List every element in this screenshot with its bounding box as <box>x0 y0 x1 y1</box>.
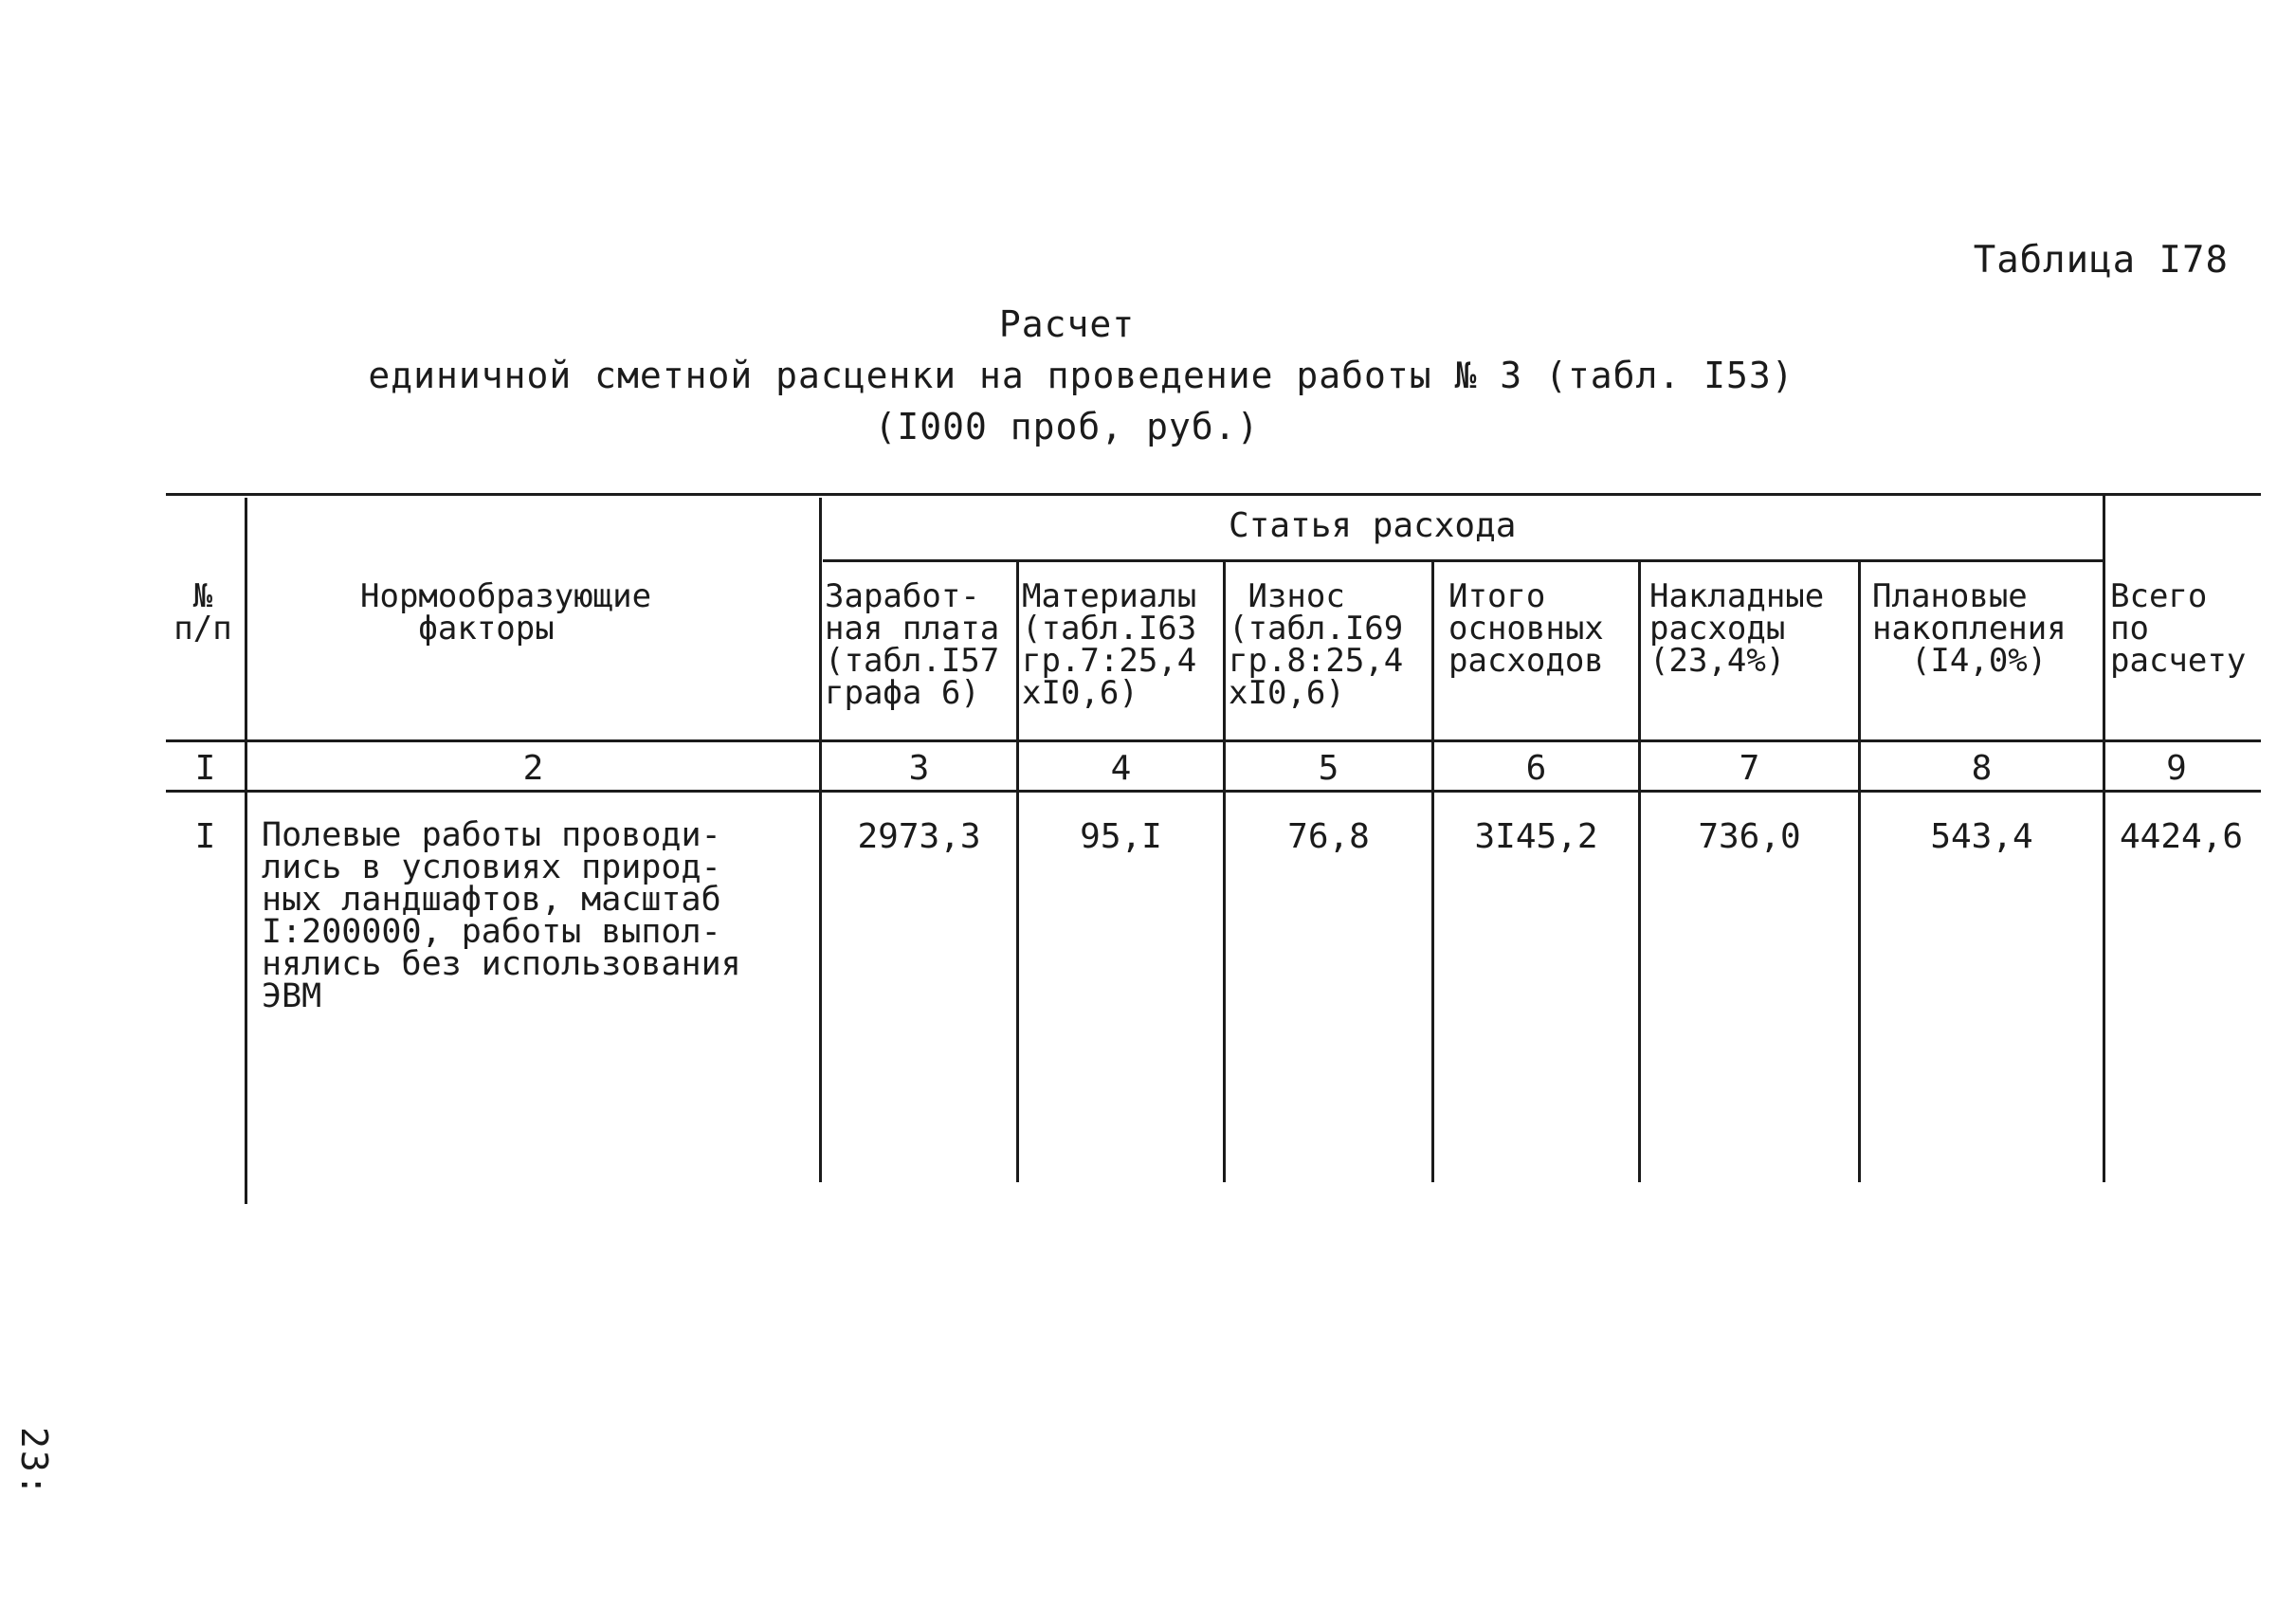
group-header: Статья расхода <box>1229 506 1517 545</box>
column-divider <box>1016 561 1019 1182</box>
column-number: 7 <box>1739 749 1760 788</box>
col-factors-header: Нормообразующие факторы <box>360 577 652 648</box>
column-number: 9 <box>2166 749 2187 788</box>
table-cell-materials: 95,I <box>1080 817 1162 856</box>
column-number-rule <box>166 790 2261 793</box>
column-number: 5 <box>1318 749 1339 788</box>
col-header-wear: Износ (табл.I69 гр.8:25,4 xI0,6) <box>1229 577 1404 712</box>
col-header-wages: Заработ- ная плата (табл.I57 графа 6) <box>825 577 1000 712</box>
table-row-factors: Полевые работы проводи- лись в условиях природ- ных ландшафтов, масштаб I:200000, работы выпол- нялись без использования ЭВМ <box>262 816 741 1015</box>
col-header-overhead: Накладные расходы (23,4%) <box>1649 577 1825 680</box>
title-line-3: (I000 проб, руб.) <box>874 406 1260 447</box>
table-cell-overhead: 736,0 <box>1698 817 1801 856</box>
column-divider <box>1638 561 1641 1182</box>
col-no-header: № п/п <box>173 577 232 648</box>
col-header-planned: Плановые накопления (I4,0%) <box>1872 577 2067 680</box>
table-row-number: I <box>194 817 216 856</box>
column-number: 4 <box>1110 749 1132 788</box>
column-divider <box>1858 561 1861 1182</box>
table-cell-subtotal: 3I45,2 <box>1474 817 1598 856</box>
col-header-subtotal: Итого основных расходов <box>1448 577 1604 680</box>
column-number: 6 <box>1525 749 1547 788</box>
col-header-materials: Материалы (табл.I63 гр.7:25,4 xI0,6) <box>1022 577 1197 712</box>
table-top-rule <box>166 493 2261 496</box>
column-number: 3 <box>908 749 930 788</box>
page-number: 23: <box>13 1427 55 1498</box>
table-cell-wear: 76,8 <box>1287 817 1370 856</box>
table-label: Таблица I78 <box>1973 239 2229 282</box>
title-line-2: единичной сметной расценки на проведение работы № 3 (табл. I53) <box>368 355 1794 396</box>
table-cell-planned: 543,4 <box>1930 817 2033 856</box>
col-header-total: Всего по расчету <box>2110 577 2247 680</box>
table-cell-total: 4424,6 <box>2119 817 2244 856</box>
column-number: 8 <box>1971 749 1993 788</box>
column-number: 2 <box>522 749 544 788</box>
group-header-rule <box>823 559 2103 562</box>
title-line-1: Расчет <box>998 303 1136 345</box>
table-cell-wages: 2973,3 <box>857 817 981 856</box>
column-number: I <box>194 749 216 788</box>
column-divider <box>245 498 247 1204</box>
header-bottom-rule <box>166 739 2261 742</box>
column-divider <box>1431 561 1434 1182</box>
column-divider <box>1223 561 1226 1182</box>
